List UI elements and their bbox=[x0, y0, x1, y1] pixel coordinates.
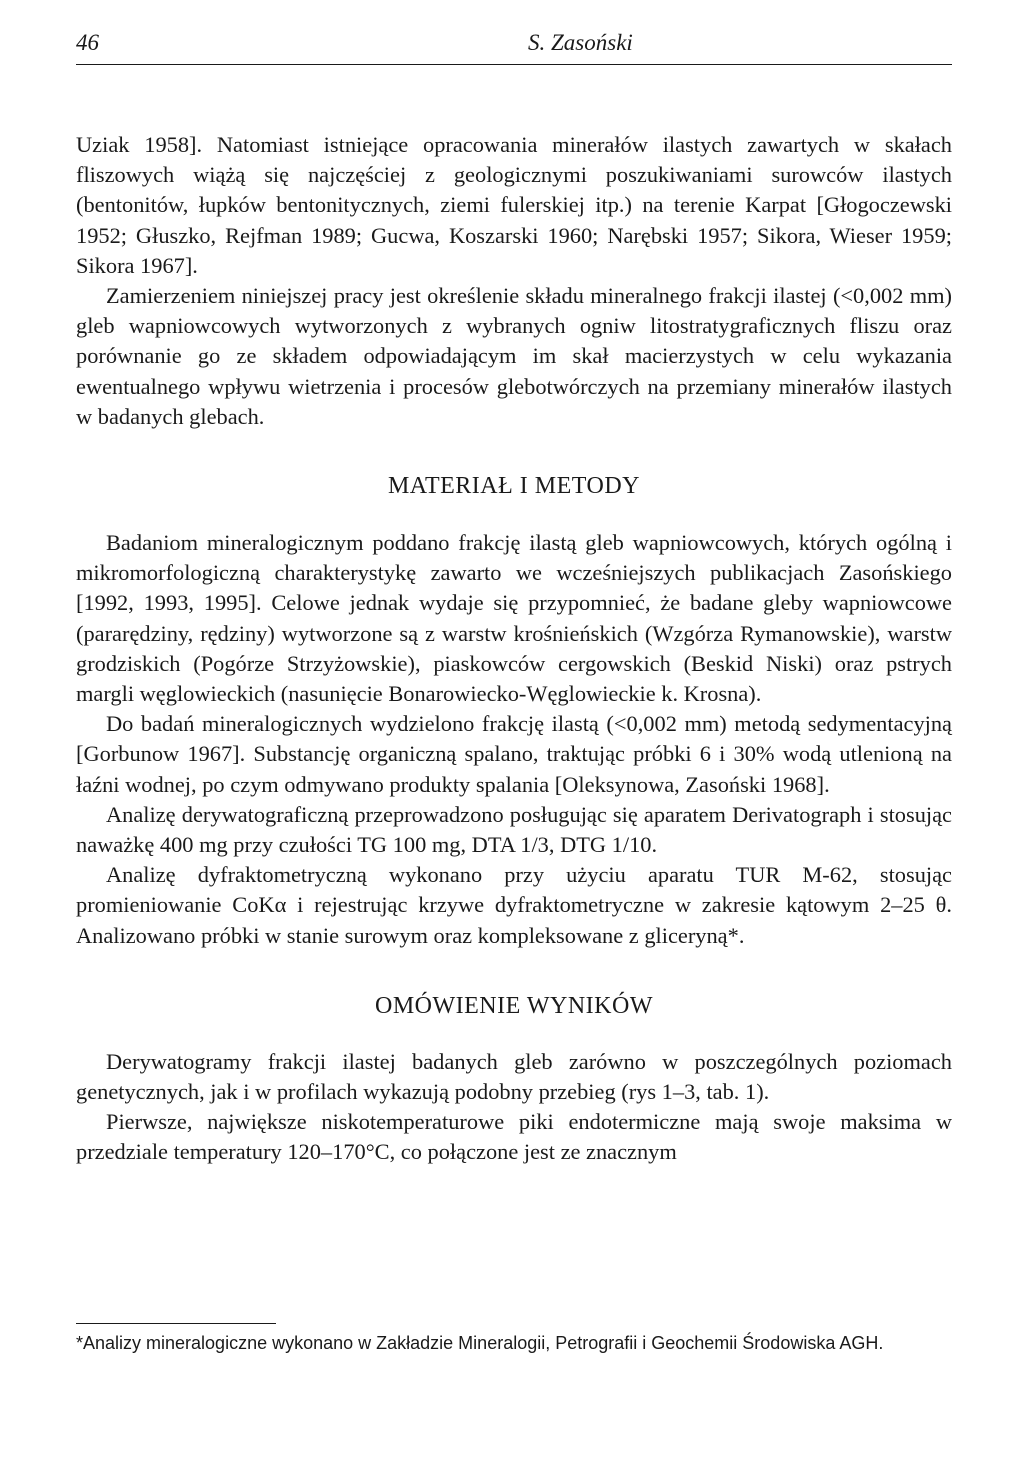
footnote-rule bbox=[76, 1323, 276, 1324]
section-heading-results: OMÓWIENIE WYNIKÓW bbox=[375, 992, 653, 1019]
footnote: *Analizy mineralogiczne wykonano w Zakładzie Mineralogii, Petrografii i Geochemii Środowiska AGH. bbox=[76, 1333, 884, 1353]
article-body bbox=[76, 130, 952, 1168]
paragraph-methods-3: Analizę derywatograficzną przeprowadzono posługując się aparatem Derivatograph i stosując naważkę 400 mg przy czułości TG 100 mg, DTA 1/3, DTG 1/10. bbox=[76, 801, 952, 858]
paragraph-results-2: Pierwsze, największe niskotemperaturowe piki endotermiczne mają swoje maksima w przedziale temperatury 120–170°C, co połączone jest ze znacznym bbox=[76, 1109, 952, 1165]
running-author: S. Zasoński bbox=[528, 30, 633, 55]
paragraph-aim: Zamierzeniem niniejszej pracy jest określenie składu mineralnego frakcji ilastej (<0,002 mm) gleb wapniowcowych wytworzonych z wybranych ogniw litostratygraficznych fliszu oraz porównanie go ze składem odpowiadającym im skał macierzystych w celu wykazania ewentualnego wpływu wietrzenia i procesów glebotwórczych na przemiany minerałów ilastych w badanych glebach. bbox=[76, 283, 952, 429]
paragraph-results-1: Derywatogramy frakcji ilastej badanych gleb zarówno w poszczególnych poziomach genetycznych, jak i w profilach wykazują podobny przebieg (rys 1–3, tab. 1). bbox=[76, 1048, 952, 1105]
paragraph-methods-2: Do badań mineralogicznych wydzielono frakcję ilastą (<0,002 mm) metodą sedymentacyjną [Gorbunow 1967]. Substancję organiczną spalano, traktując próbki 6 i 30% wodą utlenioną na łaźni wodnej, po czym odmywano produkty spalania [Oleksynowa, Zasoński 1968]. bbox=[76, 711, 952, 797]
running-header bbox=[76, 30, 952, 65]
paragraph-intro-continuation: Uziak 1958]. Natomiast istniejące opracowania minerałów ilastych zawartych w skałach fliszowych wiążą się najczęściej z geologicznymi poszukiwaniami surowców ilastych (bentonitów, łupków bentonitycznych, ziemi fulerskiej itp.) na terenie Karpat [Głogoczewski 1952; Głuszko, Rejfman 1989; Gucwa, Koszarski 1960; Narębski 1957; Sikora, Wieser 1959; Sikora 1967]. bbox=[76, 132, 952, 278]
paragraph-methods-1: Badaniom mineralogicznym poddano frakcję ilastą gleb wapniowcowych, których ogólną i mikromorfologiczną charakterystykę zawarto we wcześniejszych publikacjach Zasońskiego [1992, 1993, 1995]. Celowe jednak wydaje się przypomnieć, że badane gleby wapniowcowe (pararędziny, rędziny) wytworzone są z warstw krośnieńskich (Wzgórza Rymanowskie), warstw grodziskich (Pogórze Strzyżowskie), piaskowców cergowskich (Beskid Niski) oraz pstrych margli węglowieckich (nasunięcie Bonarowiecko-Węglowieckie k. Krosna). bbox=[76, 530, 952, 707]
section-heading-materials-methods: MATERIAŁ I METODY bbox=[387, 473, 641, 500]
paragraph-methods-4: Analizę dyfraktometryczną wykonano przy użyciu aparatu TUR M-62, stosując promieniowanie CoKα i rejestrując krzywe dyfraktometryczne w zakresie kątowym 2–25 θ. Analizowano próbki w stanie surowym oraz kompleksowane z gliceryną*. bbox=[76, 862, 952, 948]
page-number: 46 bbox=[76, 30, 99, 55]
